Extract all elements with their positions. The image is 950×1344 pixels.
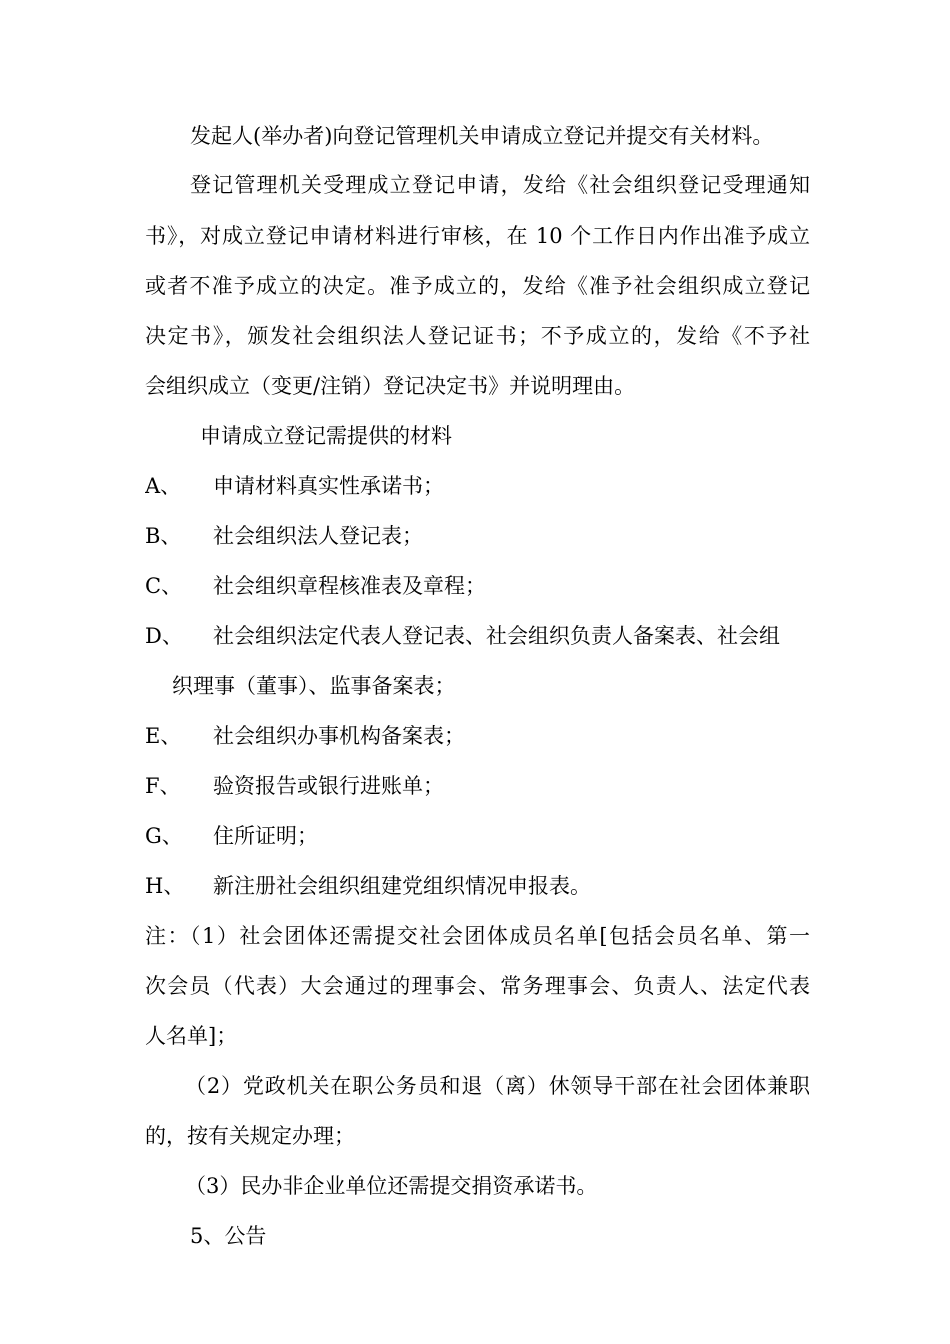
list-item-label: F、 — [145, 774, 181, 798]
note-line: （2）党政机关在职公务员和退（离）休领导干部在社会团体兼职 — [185, 1074, 810, 1098]
list-item-label: H、 — [145, 874, 185, 898]
note-line: 人名单]； — [145, 1024, 238, 1048]
list-item — [145, 716, 810, 756]
list-item-text: 住所证明； — [213, 824, 318, 848]
list-item — [145, 516, 810, 556]
list-item — [145, 816, 810, 856]
list-item — [145, 766, 810, 806]
list-item-label: C、 — [145, 574, 183, 598]
paragraph-line: 决定书》，颁发社会组织法人登记证书；不予成立的，发给《不予社 — [145, 324, 810, 348]
section-heading: 5、公告 — [190, 1224, 267, 1248]
paragraph-line: 或者不准予成立的决定。准予成立的，发给《准予社会组织成立登记 — [145, 274, 810, 298]
list-item-text: 验资报告或银行进账单； — [213, 774, 444, 798]
section-heading: 申请成立登记需提供的材料 — [200, 424, 452, 448]
list-item — [145, 566, 810, 606]
list-item-continuation: 织理事（董事）、监事备案表； — [172, 674, 456, 698]
note-line: 注：（1）社会团体还需提交社会团体成员名单[包括会员名单、第一 — [145, 924, 810, 948]
list-item — [145, 466, 810, 506]
paragraph-line: 登记管理机关受理成立登记申请，发给《社会组织登记受理通知 — [190, 173, 810, 197]
paragraph-line: 发起人(举办者)向登记管理机关申请成立登记并提交有关材料。 — [190, 124, 774, 148]
paragraph-line: 会组织成立（变更/注销）登记决定书》并说明理由。 — [145, 374, 636, 398]
list-item-label: D、 — [145, 624, 183, 648]
list-item-label: B、 — [145, 524, 182, 548]
list-item-text: 申请材料真实性承诺书； — [213, 474, 444, 498]
note-line: 次会员（代表）大会通过的理事会、常务理事会、负责人、法定代表 — [145, 974, 810, 998]
list-item — [145, 866, 810, 906]
paragraph-line: 书》，对成立登记申请材料进行审核，在 10 个工作日内作出准予成立 — [145, 224, 810, 248]
list-item-label: A、 — [145, 474, 182, 498]
list-item-text: 社会组织办事机构备案表； — [213, 724, 465, 748]
list-item-text: 社会组织章程核准表及章程； — [213, 574, 486, 598]
list-item-text: 新注册社会组织组建党组织情况申报表。 — [213, 874, 591, 898]
list-item-label: E、 — [145, 724, 182, 748]
list-item-text: 社会组织法定代表人登记表、社会组织负责人备案表、社会组 — [213, 624, 780, 648]
list-item-label: G、 — [145, 824, 183, 848]
note-line: （3）民办非企业单位还需提交捐资承诺书。 — [185, 1174, 598, 1198]
note-line: 的，按有关规定办理； — [145, 1124, 355, 1148]
list-item-text: 社会组织法人登记表； — [213, 524, 423, 548]
list-item — [145, 616, 810, 656]
